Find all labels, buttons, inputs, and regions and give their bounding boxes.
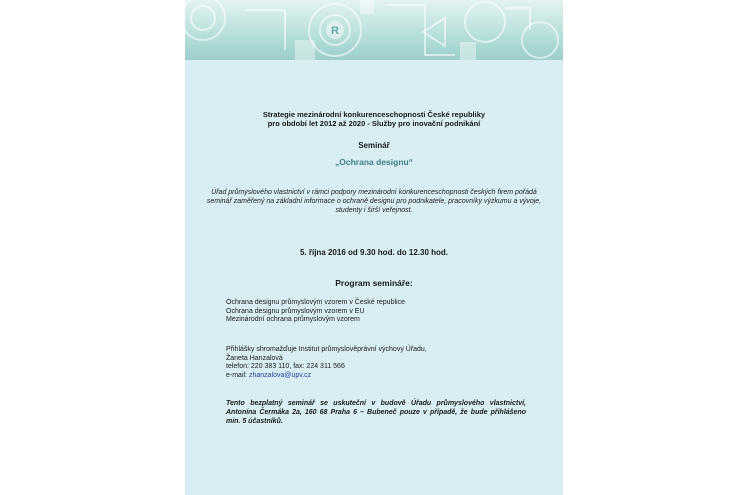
footer-note: Tento bezplatný seminář se uskuteční v budově Úřadu průmyslového vlastnictví, Antonína Čermáka 2a, 160 68 Praha 6 – Bubeneč pouze v případě, že bude přihlášeno min. 5 účastníků. [226,400,526,425]
strategy-line-2: pro období let 2012 až 2020 - Služby pro inovační podnikání [267,119,481,128]
contact-name: Žaneta Hanzalová [226,354,283,362]
program-list [226,299,405,325]
email-label: e-mail: [226,372,249,380]
registered-mark-icon [326,21,344,39]
contact-line: Přihlášky shromažďuje Institut průmyslověprávní výchovy Úřadu, [226,346,427,353]
program-item: Ochrana designu průmyslovým vzorem v EU [226,307,365,315]
contact-email-line [226,372,427,381]
header-banner [185,0,563,60]
strategy-heading [185,110,563,128]
intro-paragraph: Úřad průmyslového vlastnictví v rámci podpory mezinárodní konkurenceschopnosti českých firem pořádá seminář zaměřený na základní informace o ochraně designu pro podnikatele, pracovníky výzkumu a vývoje, studenty i širší veřejnost. [206,189,542,214]
program-item: Ochrana designu průmyslovým vzorem v České republice [226,299,405,306]
seminar-title: „Ochrana designu“ [335,157,413,167]
document-page [185,0,563,495]
svg-text:R: R [331,25,339,37]
email-link[interactable]: zhanzalova@upv.cz [248,372,312,380]
program-title: Program semináře: [335,278,413,288]
contact-block [226,346,427,381]
seminar-label: Seminář [358,141,390,150]
banner-graphic [185,0,563,60]
strategy-line-1: Strategie mezinárodní konkurenceschopnosti České republiky [262,110,486,119]
contact-phone: telefon: 220 383 110, fax: 224 311 566 [226,363,345,371]
program-item: Mezinárodní ochrana průmyslovým vzorem [226,316,360,324]
seminar-date: 5. října 2016 od 9.30 hod. do 12.30 hod. [299,248,449,257]
